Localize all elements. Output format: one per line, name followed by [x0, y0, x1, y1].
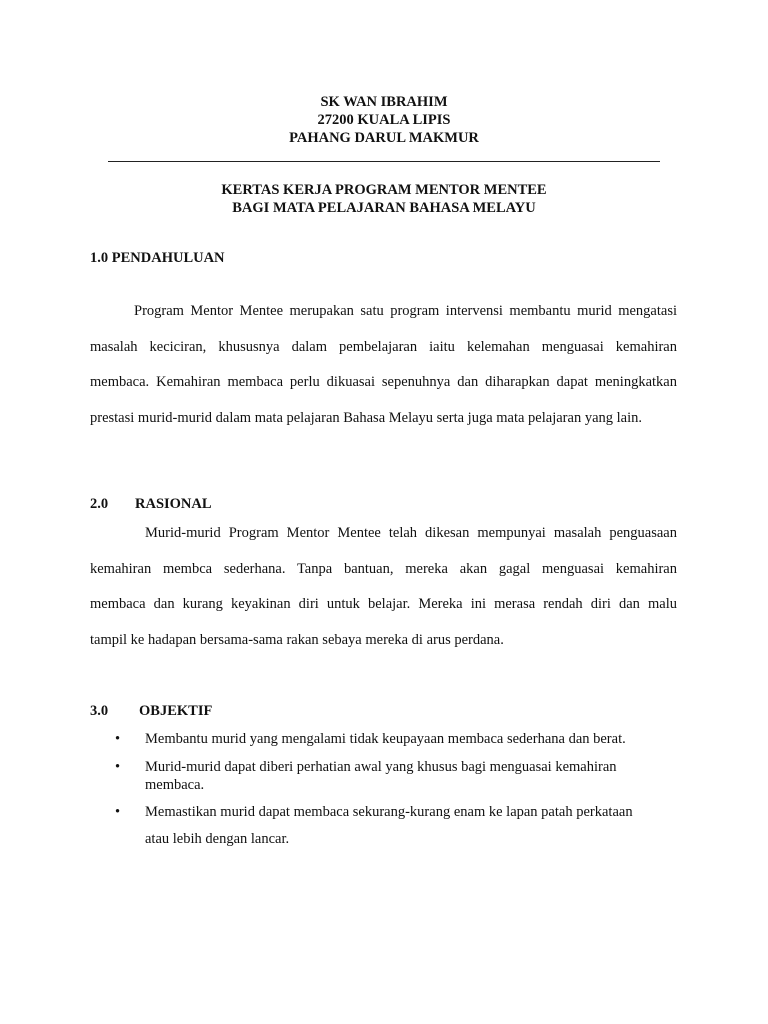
bullet-icon: •: [115, 804, 121, 820]
section-2-paragraph: [90, 516, 677, 658]
header-divider: [108, 161, 660, 162]
list-item-text: Murid-murid dapat diberi perhatian awal yang khusus bagi menguasai kemahiran: [145, 759, 617, 775]
section-2-heading: [90, 495, 212, 513]
paragraph-line: membaca dan kurang keyakinan diri untuk belajar. Mereka ini merasa rendah diri dan malu: [90, 596, 677, 613]
paragraph-line: Program Mentor Mentee merupakan satu program intervensi membantu murid mengatasi: [134, 303, 677, 319]
section-2-title: RASIONAL: [135, 496, 212, 512]
school-postcode-town: 27200 KUALA LIPIS: [317, 112, 451, 128]
paragraph-line: prestasi murid-murid dalam mata pelajaran Bahasa Melayu serta juga mata pelajaran yang lain.: [90, 409, 642, 426]
section-1-paragraph: [90, 294, 677, 436]
section-1-heading: 1.0 PENDAHULUAN: [90, 250, 225, 266]
list-item-text: Membantu murid yang mengalami tidak keupayaan membaca sederhana dan berat.: [145, 731, 626, 747]
list-item: [115, 803, 675, 848]
title-line-2: BAGI MATA PELAJARAN BAHASA MELAYU: [232, 200, 536, 216]
objectives-list: [115, 730, 675, 848]
school-name: SK WAN IBRAHIM: [320, 94, 448, 110]
school-state: PAHANG DARUL MAKMUR: [289, 130, 479, 146]
document-title: [0, 181, 768, 217]
section-3-title: OBJEKTIF: [139, 703, 213, 719]
paragraph-line: tampil ke hadapan bersama-sama rakan sebaya mereka di arus perdana.: [90, 631, 504, 648]
list-item-text: membaca.: [145, 777, 205, 793]
section-2-number: 2.0: [90, 496, 109, 512]
section-3-number: 3.0: [90, 703, 109, 719]
list-item-text: atau lebih dengan lancar.: [145, 831, 290, 847]
list-item: [115, 730, 675, 748]
school-header: [0, 93, 768, 147]
paragraph-line: masalah keciciran, khususnya dalam pembelajaran iaitu kelemahan menguasai kemahiran: [90, 338, 677, 355]
bullet-icon: •: [115, 731, 121, 747]
list-item: [115, 758, 675, 794]
title-line-1: KERTAS KERJA PROGRAM MENTOR MENTEE: [221, 182, 547, 198]
paragraph-line: kemahiran membca sederhana. Tanpa bantuan, mereka akan gagal menguasai kemahiran: [90, 560, 677, 577]
bullet-icon: •: [115, 759, 121, 775]
paragraph-line: Murid-murid Program Mentor Mentee telah dikesan mempunyai masalah penguasaan: [145, 525, 677, 541]
paragraph-line: membaca. Kemahiran membaca perlu dikuasai sepenuhnya dan diharapkan dapat meningkatkan: [90, 374, 677, 391]
section-3-heading: [90, 702, 212, 720]
list-item-text: Memastikan murid dapat membaca sekurang-kurang enam ke lapan patah perkataan: [145, 804, 633, 820]
